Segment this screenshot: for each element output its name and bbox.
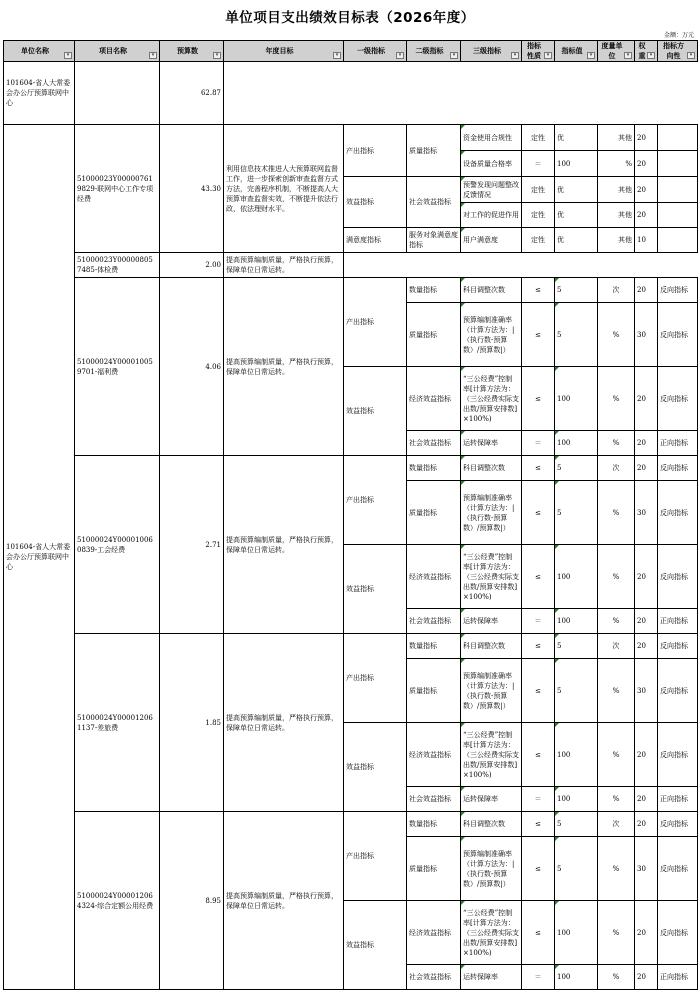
project-budget[interactable]: 1.85 <box>160 634 224 812</box>
indicator-unit[interactable]: % <box>598 787 635 812</box>
indicator-unit[interactable]: 其他 <box>598 203 635 228</box>
filter-dropdown-icon[interactable]: ▾ <box>624 52 632 59</box>
indicator-unit[interactable]: 其他 <box>598 125 635 151</box>
col-unit-name[interactable]: 单位名称 ▾ <box>4 41 75 62</box>
level3-indicator[interactable]: 预算编制准确率（计算方法为：|（执行数-预算数）/预算数|） <box>461 837 522 901</box>
indicator-nature[interactable]: ≤ <box>522 723 555 787</box>
filter-dropdown-icon[interactable]: ▾ <box>396 52 404 59</box>
level2-indicator[interactable]: 经济效益指标 <box>407 367 461 431</box>
level3-indicator[interactable]: 预算编制准确率（计算方法为：|（执行数-预算数）/预算数|） <box>461 481 522 545</box>
col-annual-goal[interactable]: 年度目标 ▾ <box>224 41 344 62</box>
indicator-unit[interactable]: % <box>598 659 635 723</box>
unit-name-cell[interactable]: 101604-省人大常委会办公厅预算联网中心 <box>4 62 75 125</box>
indicator-value[interactable]: 100 <box>555 545 598 609</box>
indicator-unit[interactable]: % <box>598 609 635 634</box>
col-level1[interactable]: 一级指标 ▾ <box>344 41 407 62</box>
project-budget[interactable]: 4.06 <box>160 278 224 456</box>
level2-indicator[interactable]: 质量指标 <box>407 303 461 367</box>
level3-indicator[interactable]: 运转保障率 <box>461 787 522 812</box>
project-budget[interactable]: 8.95 <box>160 812 224 990</box>
indicator-value[interactable]: 100 <box>555 151 598 177</box>
filter-dropdown-icon[interactable]: ▾ <box>64 52 72 59</box>
level3-indicator[interactable]: “三公经费”控制率[计算方法为：（三公经费实际支出数/预算安排数]×100%) <box>461 901 522 965</box>
level3-indicator[interactable]: 对工作的促进作用 <box>461 203 522 228</box>
level3-indicator[interactable]: 科目调整次数 <box>461 278 522 303</box>
project-budget[interactable]: 2.00 <box>160 253 224 278</box>
indicator-nature[interactable]: ＝ <box>522 609 555 634</box>
indicator-direction[interactable]: 反向指标 <box>658 634 698 659</box>
indicator-weight[interactable]: 20 <box>635 278 658 303</box>
col-budget[interactable]: 预算数 ▾ <box>160 41 224 62</box>
indicator-direction[interactable]: 反向指标 <box>658 659 698 723</box>
level2-indicator[interactable]: 经济效益指标 <box>407 723 461 787</box>
table-row <box>4 456 698 481</box>
level3-indicator[interactable]: “三公经费”控制率[计算方法为：（三公经费实际支出数/预算安排数]×100%) <box>461 723 522 787</box>
indicator-nature[interactable]: ≤ <box>522 481 555 545</box>
project-name[interactable]: 51000024Y000012064324-综合定额公用经费 <box>75 812 160 990</box>
indicator-direction[interactable]: 反向指标 <box>658 545 698 609</box>
project-budget[interactable]: 2.71 <box>160 456 224 634</box>
indicator-direction[interactable]: 正向指标 <box>658 609 698 634</box>
project-name[interactable]: 51000023Y000007619829-联网中心工作专项经费 <box>75 125 160 253</box>
indicator-nature[interactable]: ＝ <box>522 787 555 812</box>
table-row <box>4 253 698 278</box>
indicator-direction[interactable]: 反向指标 <box>658 481 698 545</box>
indicator-weight[interactable]: 20 <box>635 609 658 634</box>
project-budget[interactable]: 43.30 <box>160 125 224 253</box>
indicator-nature[interactable]: ≤ <box>522 812 555 837</box>
filter-dropdown-icon[interactable]: ▾ <box>450 52 458 59</box>
indicator-direction[interactable] <box>658 151 698 177</box>
indicator-direction[interactable]: 正向指标 <box>658 965 698 990</box>
indicator-value[interactable]: 100 <box>555 901 598 965</box>
indicator-nature[interactable]: ≤ <box>522 278 555 303</box>
table-row <box>4 278 698 303</box>
indicator-nature[interactable]: 定性 <box>522 177 555 203</box>
level3-indicator[interactable]: “三公经费”控制率[计算方法为：（三公经费实际支出数/预算安排数]×100%) <box>461 545 522 609</box>
level3-indicator[interactable]: 科目调整次数 <box>461 456 522 481</box>
indicator-direction[interactable]: 反向指标 <box>658 367 698 431</box>
level3-indicator[interactable]: 预算编制准确率（计算方法为：|（执行数-预算数）/预算数|） <box>461 303 522 367</box>
level3-indicator[interactable]: 科目调整次数 <box>461 812 522 837</box>
col-project-name[interactable]: 项目名称 ▾ <box>75 41 160 62</box>
indicator-value[interactable]: 100 <box>555 609 598 634</box>
level3-indicator[interactable]: 预算编制准确率（计算方法为：|（执行数-预算数）/预算数|） <box>461 659 522 723</box>
filter-dropdown-icon[interactable]: ▾ <box>149 52 157 59</box>
indicator-value[interactable]: 5 <box>555 812 598 837</box>
indicator-direction[interactable]: 反向指标 <box>658 456 698 481</box>
filter-dropdown-icon[interactable]: ▾ <box>333 52 341 59</box>
indicator-weight[interactable]: 10 <box>635 228 658 253</box>
indicator-direction[interactable] <box>658 177 698 203</box>
indicator-unit[interactable]: 其他 <box>598 177 635 203</box>
indicator-weight[interactable]: 20 <box>635 125 658 151</box>
filter-dropdown-icon[interactable]: ▾ <box>544 52 552 59</box>
indicator-weight[interactable]: 20 <box>635 812 658 837</box>
level1-indicator[interactable]: 效益指标 <box>344 367 407 456</box>
indicator-weight[interactable]: 30 <box>635 303 658 367</box>
project-goal[interactable]: 提高预算编制质量，严格执行预算，保障单位日常运转。 <box>224 634 344 812</box>
indicator-unit[interactable]: 次 <box>598 278 635 303</box>
indicator-value[interactable]: 优 <box>555 125 598 151</box>
indicator-nature[interactable]: ≤ <box>522 456 555 481</box>
indicator-value[interactable]: 5 <box>555 303 598 367</box>
indicator-nature[interactable]: ＝ <box>522 431 555 456</box>
level1-indicator[interactable]: 产出指标 <box>344 634 407 723</box>
indicator-weight[interactable]: 20 <box>635 723 658 787</box>
level2-indicator[interactable]: 数量指标 <box>407 456 461 481</box>
level3-indicator[interactable]: 资金使用合规性 <box>461 125 522 151</box>
indicator-weight[interactable]: 20 <box>635 431 658 456</box>
project-goal[interactable]: 提高预算编制质量，严格执行预算，保障单位日常运转。 <box>224 253 344 278</box>
header-row <box>4 41 698 62</box>
indicator-nature[interactable]: ≤ <box>522 367 555 431</box>
level2-indicator[interactable]: 质量指标 <box>407 837 461 901</box>
indicator-value[interactable]: 优 <box>555 177 598 203</box>
indicator-nature[interactable]: 定性 <box>522 203 555 228</box>
indicator-value[interactable]: 5 <box>555 634 598 659</box>
project-goal[interactable]: 利用信息技术推进人大预算联网监督工作，进一步探索创新审查监督方式方法，完善程序机制，不断提高人大预算审查监督实效，不断提升依法行政、依法理财水平。 <box>224 125 344 253</box>
page-title: 单位项目支出绩效目标表（2026年度） <box>225 10 475 26</box>
project-goal[interactable]: 提高预算编制质量，严格执行预算，保障单位日常运转。 <box>224 812 344 990</box>
indicator-weight[interactable]: 20 <box>635 634 658 659</box>
level3-indicator[interactable]: 运转保障率 <box>461 431 522 456</box>
indicator-value[interactable]: 5 <box>555 481 598 545</box>
level2-indicator[interactable]: 质量指标 <box>407 481 461 545</box>
filter-dropdown-icon[interactable]: ▾ <box>511 52 519 59</box>
indicator-value[interactable]: 100 <box>555 787 598 812</box>
level1-indicator[interactable]: 产出指标 <box>344 125 407 177</box>
indicator-nature[interactable]: ≤ <box>522 545 555 609</box>
indicator-unit[interactable]: 次 <box>598 634 635 659</box>
project-name[interactable]: 51000024Y000012061137-差旅费 <box>75 634 160 812</box>
level3-indicator[interactable]: 设备质量合格率 <box>461 151 522 177</box>
indicator-unit[interactable]: % <box>598 901 635 965</box>
level2-indicator[interactable]: 质量指标 <box>407 659 461 723</box>
indicator-value[interactable]: 5 <box>555 837 598 901</box>
col-weight[interactable]: 权重 ▾ <box>635 41 658 62</box>
indicator-unit[interactable]: % <box>598 481 635 545</box>
indicator-weight[interactable]: 20 <box>635 151 658 177</box>
indicator-unit[interactable]: % <box>598 723 635 787</box>
level2-indicator[interactable]: 社会效益指标 <box>407 431 461 456</box>
indicator-unit[interactable]: % <box>598 431 635 456</box>
indicator-direction[interactable]: 反向指标 <box>658 812 698 837</box>
unit-total-row <box>4 62 698 125</box>
filter-dropdown-icon[interactable]: ▾ <box>647 52 655 59</box>
level2-indicator[interactable]: 社会效益指标 <box>407 787 461 812</box>
level2-indicator[interactable]: 数量指标 <box>407 812 461 837</box>
project-goal[interactable]: 提高预算编制质量，严格执行预算，保障单位日常运转。 <box>224 278 344 456</box>
indicator-nature[interactable]: ≤ <box>522 837 555 901</box>
level3-indicator[interactable]: 运转保障率 <box>461 609 522 634</box>
indicator-value[interactable]: 100 <box>555 367 598 431</box>
indicator-unit[interactable]: % <box>598 837 635 901</box>
indicator-nature[interactable]: 定性 <box>522 228 555 253</box>
col-value[interactable]: 指标值 ▾ <box>555 41 598 62</box>
level2-indicator[interactable]: 服务对象满意度指标 <box>407 228 461 253</box>
indicator-nature[interactable]: ≤ <box>522 303 555 367</box>
indicator-direction[interactable] <box>658 228 698 253</box>
level3-indicator[interactable]: 运转保障率 <box>461 965 522 990</box>
indicator-unit[interactable]: % <box>598 545 635 609</box>
indicator-value[interactable]: 100 <box>555 723 598 787</box>
indicator-weight[interactable]: 30 <box>635 837 658 901</box>
indicator-nature[interactable]: 定性 <box>522 125 555 151</box>
level2-indicator[interactable]: 数量指标 <box>407 278 461 303</box>
filter-dropdown-icon[interactable]: ▾ <box>213 52 221 59</box>
indicator-value[interactable]: 5 <box>555 659 598 723</box>
level2-indicator[interactable]: 质量指标 <box>407 125 461 177</box>
indicator-weight[interactable]: 20 <box>635 367 658 431</box>
unit-note: 金额：万元 <box>663 32 694 39</box>
level1-indicator[interactable]: 效益指标 <box>344 177 407 228</box>
indicator-weight[interactable]: 20 <box>635 965 658 990</box>
col-level2[interactable]: 二级指标 ▾ <box>407 41 461 62</box>
level2-indicator[interactable]: 经济效益指标 <box>407 545 461 609</box>
level2-indicator[interactable]: 社会效益指标 <box>407 177 461 228</box>
indicator-direction[interactable]: 正向指标 <box>658 787 698 812</box>
indicator-weight[interactable]: 20 <box>635 177 658 203</box>
indicator-direction[interactable] <box>658 203 698 228</box>
table-row <box>4 812 698 837</box>
project-name[interactable]: 51000024Y000010059701-福利费 <box>75 278 160 456</box>
indicator-unit[interactable]: 次 <box>598 812 635 837</box>
level2-indicator[interactable]: 社会效益指标 <box>407 965 461 990</box>
indicator-weight[interactable]: 20 <box>635 545 658 609</box>
indicator-direction[interactable] <box>658 125 698 151</box>
level1-indicator[interactable]: 产出指标 <box>344 812 407 901</box>
level1-indicator[interactable]: 效益指标 <box>344 723 407 812</box>
project-goal[interactable]: 提高预算编制质量，严格执行预算，保障单位日常运转。 <box>224 456 344 634</box>
indicator-nature[interactable]: ≤ <box>522 634 555 659</box>
indicator-direction[interactable]: 正向指标 <box>658 431 698 456</box>
level2-indicator[interactable]: 数量指标 <box>407 634 461 659</box>
col-measure-unit[interactable]: 度量单位 ▾ <box>598 41 635 62</box>
indicator-direction[interactable]: 反向指标 <box>658 723 698 787</box>
indicator-direction[interactable]: 反向指标 <box>658 278 698 303</box>
indicator-value[interactable]: 优 <box>555 203 598 228</box>
level1-indicator[interactable]: 产出指标 <box>344 278 407 367</box>
level3-indicator[interactable]: 预警发现问题整改反馈情况 <box>461 177 522 203</box>
indicator-value[interactable]: 5 <box>555 278 598 303</box>
table-row <box>4 634 698 659</box>
indicator-direction[interactable]: 反向指标 <box>658 837 698 901</box>
indicator-unit[interactable]: % <box>598 965 635 990</box>
indicator-unit[interactable]: % <box>598 151 635 177</box>
table-row <box>4 125 698 151</box>
indicator-unit[interactable]: % <box>598 303 635 367</box>
indicator-unit[interactable]: 其他 <box>598 228 635 253</box>
unit-name-cell[interactable]: 101604-省人大常委会办公厅预算联网中心 <box>4 125 75 990</box>
indicator-value[interactable]: 100 <box>555 431 598 456</box>
indicator-nature[interactable]: ＝ <box>522 965 555 990</box>
indicator-value[interactable]: 优 <box>555 228 598 253</box>
unit-total-budget[interactable]: 62.87 <box>160 62 224 125</box>
project-name[interactable]: 51000024Y000010060839-工会经费 <box>75 456 160 634</box>
filter-dropdown-icon[interactable]: ▾ <box>587 52 595 59</box>
level3-indicator[interactable]: 用户满意度 <box>461 228 522 253</box>
level1-indicator[interactable]: 满意度指标 <box>344 228 407 253</box>
indicator-unit[interactable]: 次 <box>598 456 635 481</box>
indicator-nature[interactable]: ＝ <box>522 151 555 177</box>
indicator-weight[interactable]: 20 <box>635 787 658 812</box>
level2-indicator[interactable]: 经济效益指标 <box>407 901 461 965</box>
col-nature[interactable]: 指标性质 ▾ <box>522 41 555 62</box>
level1-indicator[interactable]: 产出指标 <box>344 456 407 545</box>
indicator-nature[interactable]: ≤ <box>522 659 555 723</box>
level3-indicator[interactable]: “三公经费”控制率[计算方法为：（三公经费实际支出数/预算安排数]×100%) <box>461 367 522 431</box>
indicator-direction[interactable]: 反向指标 <box>658 303 698 367</box>
indicator-unit[interactable]: % <box>598 367 635 431</box>
indicator-weight[interactable]: 20 <box>635 456 658 481</box>
indicator-weight[interactable]: 20 <box>635 203 658 228</box>
indicator-nature[interactable]: ≤ <box>522 901 555 965</box>
filter-dropdown-icon[interactable]: ▾ <box>687 52 695 59</box>
project-name[interactable]: 51000023Y000008057485-体检费 <box>75 253 160 278</box>
indicator-weight[interactable]: 30 <box>635 481 658 545</box>
indicator-weight[interactable]: 30 <box>635 659 658 723</box>
level1-indicator[interactable]: 效益指标 <box>344 901 407 990</box>
col-direction[interactable]: 指标方向性 ▾ <box>658 41 698 62</box>
indicator-weight[interactable]: 20 <box>635 901 658 965</box>
indicator-value[interactable]: 100 <box>555 965 598 990</box>
indicator-value[interactable]: 5 <box>555 456 598 481</box>
performance-table <box>3 40 698 990</box>
level3-indicator[interactable]: 科目调整次数 <box>461 634 522 659</box>
col-level3[interactable]: 三级指标 ▾ <box>461 41 522 62</box>
level1-indicator[interactable]: 效益指标 <box>344 545 407 634</box>
level2-indicator[interactable]: 社会效益指标 <box>407 609 461 634</box>
indicator-direction[interactable]: 反向指标 <box>658 901 698 965</box>
